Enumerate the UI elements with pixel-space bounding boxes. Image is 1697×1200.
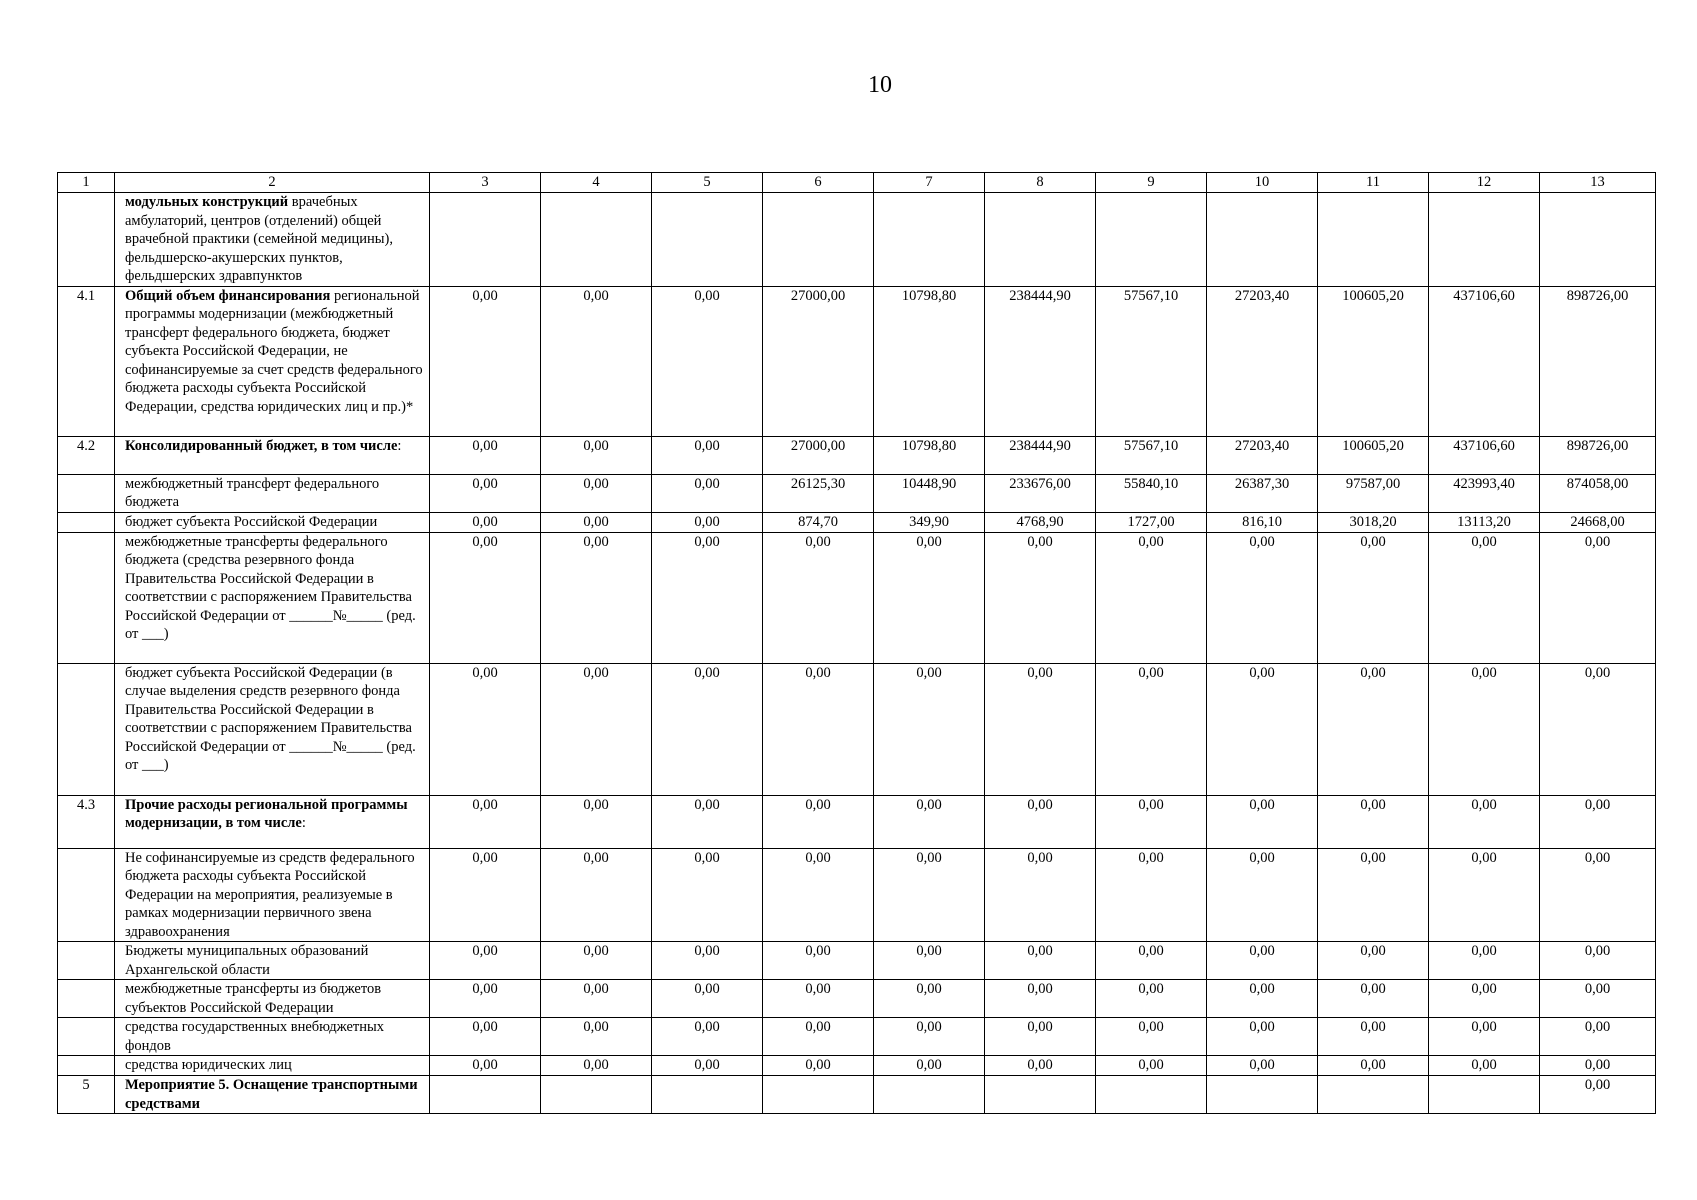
column-number-header: 7 [874, 173, 985, 193]
value-cell: 97587,00 [1318, 474, 1429, 512]
row-number-cell: 4.2 [58, 436, 115, 474]
row-number-cell [58, 942, 115, 980]
description-cell [115, 980, 430, 1018]
table-row [58, 193, 1656, 287]
value-cell [1429, 193, 1540, 287]
value-cell: 0,00 [763, 980, 874, 1018]
description-bold-text: Общий объем финансирования [125, 287, 331, 304]
value-cell: 0,00 [874, 942, 985, 980]
value-cell: 0,00 [985, 980, 1096, 1018]
column-number-header: 5 [652, 173, 763, 193]
value-cell: 24668,00 [1540, 512, 1656, 532]
row-number-cell: 4.3 [58, 795, 115, 848]
value-cell: 0,00 [1207, 663, 1318, 795]
table-row [58, 474, 1656, 512]
description-text: Не софинансируемые из средств федерального бюджета расходы субъекта Российской Федерации на мероприятия, реализуемые в рамках модернизации первичного звена здравоохранения [125, 849, 415, 940]
value-cell: 238444,90 [985, 286, 1096, 436]
value-cell: 0,00 [985, 942, 1096, 980]
value-cell: 0,00 [1318, 1018, 1429, 1056]
value-cell: 0,00 [1096, 1056, 1207, 1076]
value-cell: 0,00 [1096, 848, 1207, 942]
value-cell: 0,00 [1540, 1076, 1656, 1114]
value-cell: 10448,90 [874, 474, 985, 512]
value-cell: 0,00 [652, 512, 763, 532]
value-cell: 0,00 [652, 795, 763, 848]
value-cell: 0,00 [1207, 532, 1318, 663]
value-cell [541, 193, 652, 287]
description-cell [115, 1018, 430, 1056]
value-cell: 0,00 [1429, 980, 1540, 1018]
column-number-header: 4 [541, 173, 652, 193]
value-cell: 816,10 [1207, 512, 1318, 532]
value-cell: 0,00 [541, 1056, 652, 1076]
value-cell: 55840,10 [1096, 474, 1207, 512]
description-text: межбюджетные трансферты из бюджетов субъектов Российской Федерации [125, 981, 382, 1016]
value-cell: 874,70 [763, 512, 874, 532]
value-cell [1318, 193, 1429, 287]
value-cell: 100605,20 [1318, 286, 1429, 436]
value-cell: 0,00 [541, 942, 652, 980]
row-number-cell [58, 848, 115, 942]
value-cell: 0,00 [652, 436, 763, 474]
value-cell: 0,00 [541, 1018, 652, 1056]
value-cell: 0,00 [1429, 1018, 1540, 1056]
column-number-header: 10 [1207, 173, 1318, 193]
table-row [58, 942, 1656, 980]
value-cell: 0,00 [985, 1056, 1096, 1076]
value-cell: 0,00 [541, 532, 652, 663]
row-number-cell [58, 1018, 115, 1056]
value-cell: 0,00 [1318, 848, 1429, 942]
value-cell: 0,00 [985, 1018, 1096, 1056]
value-cell: 57567,10 [1096, 436, 1207, 474]
value-cell: 0,00 [652, 286, 763, 436]
row-number-cell [58, 474, 115, 512]
page-number: 10 [868, 72, 892, 98]
value-cell: 100605,20 [1318, 436, 1429, 474]
description-bold-text: модульных конструкций [125, 194, 289, 210]
description-cell [115, 436, 430, 474]
value-cell [874, 193, 985, 287]
value-cell: 0,00 [1207, 980, 1318, 1018]
value-cell: 0,00 [430, 663, 541, 795]
description-text: межбюджетный трансферт федерального бюджета [125, 475, 380, 510]
value-cell: 0,00 [541, 512, 652, 532]
column-number-header-row [58, 173, 1656, 193]
value-cell: 0,00 [985, 848, 1096, 942]
value-cell: 0,00 [1540, 980, 1656, 1018]
value-cell: 0,00 [1318, 795, 1429, 848]
value-cell: 0,00 [541, 980, 652, 1018]
value-cell: 0,00 [652, 942, 763, 980]
value-cell: 0,00 [985, 532, 1096, 663]
value-cell: 0,00 [985, 795, 1096, 848]
value-cell: 0,00 [1096, 1018, 1207, 1056]
value-cell: 26387,30 [1207, 474, 1318, 512]
row-number-cell [58, 193, 115, 287]
column-number-header: 6 [763, 173, 874, 193]
value-cell: 0,00 [430, 848, 541, 942]
description-cell [115, 795, 430, 848]
column-number-header: 13 [1540, 173, 1656, 193]
value-cell: 0,00 [1318, 532, 1429, 663]
value-cell: 0,00 [430, 795, 541, 848]
value-cell: 4768,90 [985, 512, 1096, 532]
description-text: региональной программы модернизации (межбюджетный трансферт федерального бюджета, бюджет субъекта Российской Федерации, не софинансируемые за счет средств федерального бюджета расходы субъекта Российской Федерации, средства юридических лиц и пр.)* [125, 287, 423, 415]
column-number-header: 1 [58, 173, 115, 193]
value-cell: 0,00 [1540, 663, 1656, 795]
description-cell [115, 848, 430, 942]
column-number-header: 12 [1429, 173, 1540, 193]
value-cell [430, 193, 541, 287]
value-cell: 0,00 [430, 1018, 541, 1056]
value-cell [1207, 193, 1318, 287]
value-cell: 0,00 [1429, 663, 1540, 795]
value-cell: 0,00 [652, 1056, 763, 1076]
table-row [58, 848, 1656, 942]
table-row [58, 1056, 1656, 1076]
value-cell: 3018,20 [1318, 512, 1429, 532]
value-cell: 0,00 [1318, 1056, 1429, 1076]
row-number-cell [58, 1056, 115, 1076]
value-cell: 0,00 [541, 795, 652, 848]
row-number-cell: 5 [58, 1076, 115, 1114]
value-cell: 0,00 [1540, 1018, 1656, 1056]
value-cell: 0,00 [1207, 1018, 1318, 1056]
table-row [58, 532, 1656, 663]
description-cell [115, 532, 430, 663]
value-cell: 437106,60 [1429, 286, 1540, 436]
value-cell: 0,00 [1096, 942, 1207, 980]
value-cell: 423993,40 [1429, 474, 1540, 512]
value-cell [1318, 1076, 1429, 1114]
description-text: средства юридических лиц [125, 1057, 292, 1073]
value-cell: 0,00 [1540, 942, 1656, 980]
value-cell: 0,00 [763, 795, 874, 848]
value-cell: 233676,00 [985, 474, 1096, 512]
value-cell: 0,00 [430, 286, 541, 436]
description-bold-text: Консолидированный бюджет, в том числе [125, 437, 398, 454]
value-cell: 874058,00 [1540, 474, 1656, 512]
value-cell [1429, 1076, 1540, 1114]
value-cell: 0,00 [874, 663, 985, 795]
description-text: межбюджетные трансферты федерального бюджета (средства резервного фонда Правительства Российской Федерации в соответствии с распоряжением Правительства Российской Федерации от ______№_____ (ред. от ___) [125, 533, 416, 642]
value-cell: 898726,00 [1540, 286, 1656, 436]
value-cell [763, 193, 874, 287]
value-cell: 0,00 [430, 512, 541, 532]
value-cell: 27203,40 [1207, 436, 1318, 474]
value-cell [652, 1076, 763, 1114]
value-cell: 27000,00 [763, 436, 874, 474]
description-cell [115, 1056, 430, 1076]
value-cell: 0,00 [1540, 532, 1656, 663]
table-row [58, 1018, 1656, 1056]
value-cell: 349,90 [874, 512, 985, 532]
value-cell: 0,00 [1096, 980, 1207, 1018]
value-cell: 0,00 [1207, 795, 1318, 848]
value-cell [652, 193, 763, 287]
value-cell: 0,00 [652, 980, 763, 1018]
value-cell: 0,00 [430, 532, 541, 663]
value-cell: 0,00 [763, 532, 874, 663]
value-cell [985, 193, 1096, 287]
column-number-header: 8 [985, 173, 1096, 193]
value-cell: 238444,90 [985, 436, 1096, 474]
value-cell: 0,00 [541, 436, 652, 474]
value-cell: 0,00 [763, 1056, 874, 1076]
description-text: бюджет субъекта Российской Федерации (в случае выделения средств резервного фонда Правительства Российской Федерации в соответствии с распоряжением Правительства Российской Федерации от ______№_____ (ред. от ___) [125, 664, 416, 773]
value-cell: 0,00 [541, 848, 652, 942]
value-cell: 10798,80 [874, 286, 985, 436]
value-cell: 0,00 [1540, 1056, 1656, 1076]
value-cell [763, 1076, 874, 1114]
value-cell: 0,00 [874, 1056, 985, 1076]
table-row [58, 795, 1656, 848]
description-text: бюджет субъекта Российской Федерации [125, 513, 378, 530]
value-cell: 0,00 [1096, 795, 1207, 848]
row-number-cell [58, 532, 115, 663]
table-row [58, 512, 1656, 532]
table-row [58, 286, 1656, 436]
column-number-header: 3 [430, 173, 541, 193]
value-cell: 0,00 [1540, 848, 1656, 942]
value-cell [1207, 1076, 1318, 1114]
value-cell: 0,00 [1096, 663, 1207, 795]
value-cell: 0,00 [430, 980, 541, 1018]
value-cell: 0,00 [1096, 532, 1207, 663]
value-cell: 0,00 [874, 1018, 985, 1056]
value-cell: 27000,00 [763, 286, 874, 436]
value-cell: 0,00 [763, 663, 874, 795]
column-number-header: 2 [115, 173, 430, 193]
column-number-header: 9 [1096, 173, 1207, 193]
description-cell [115, 1076, 430, 1114]
value-cell: 0,00 [1207, 848, 1318, 942]
value-cell: 0,00 [652, 1018, 763, 1056]
row-number-cell: 4.1 [58, 286, 115, 436]
description-text: : [397, 437, 402, 454]
table-row [58, 1076, 1656, 1114]
description-bold-text: Прочие расходы региональной программы модернизации, в том числе [125, 796, 408, 831]
value-cell: 437106,60 [1429, 436, 1540, 474]
description-text: врачебных амбулаторий, центров (отделений) общей врачебной практики (семейной медицины), фельдшерско-акушерских пунктов, фельдшерских здравпунктов [125, 194, 393, 284]
value-cell: 0,00 [541, 474, 652, 512]
value-cell: 0,00 [1429, 848, 1540, 942]
value-cell [1096, 1076, 1207, 1114]
description-cell [115, 193, 430, 287]
description-bold-text: Мероприятие 5. Оснащение транспортными средствами [125, 1077, 418, 1112]
value-cell: 0,00 [430, 436, 541, 474]
value-cell: 0,00 [652, 474, 763, 512]
value-cell [541, 1076, 652, 1114]
value-cell: 0,00 [1318, 942, 1429, 980]
value-cell: 0,00 [1429, 532, 1540, 663]
value-cell: 0,00 [1540, 795, 1656, 848]
value-cell: 0,00 [652, 532, 763, 663]
financing-table [57, 172, 1656, 1114]
value-cell: 0,00 [874, 795, 985, 848]
row-number-cell [58, 980, 115, 1018]
value-cell: 1727,00 [1096, 512, 1207, 532]
value-cell: 0,00 [763, 1018, 874, 1056]
value-cell: 0,00 [763, 942, 874, 980]
value-cell: 0,00 [652, 663, 763, 795]
value-cell: 0,00 [763, 848, 874, 942]
value-cell: 0,00 [1318, 980, 1429, 1018]
value-cell: 0,00 [985, 663, 1096, 795]
table-row [58, 980, 1656, 1018]
description-text: Бюджеты муниципальных образований Архангельской области [125, 943, 369, 978]
value-cell: 0,00 [1207, 942, 1318, 980]
value-cell: 0,00 [430, 942, 541, 980]
value-cell: 0,00 [1207, 1056, 1318, 1076]
value-cell: 0,00 [430, 1056, 541, 1076]
description-cell [115, 942, 430, 980]
row-number-cell [58, 512, 115, 532]
value-cell: 0,00 [874, 532, 985, 663]
value-cell: 0,00 [652, 848, 763, 942]
value-cell: 26125,30 [763, 474, 874, 512]
value-cell: 0,00 [541, 286, 652, 436]
value-cell: 10798,80 [874, 436, 985, 474]
value-cell: 0,00 [874, 848, 985, 942]
value-cell: 898726,00 [1540, 436, 1656, 474]
value-cell [874, 1076, 985, 1114]
description-cell [115, 663, 430, 795]
column-number-header: 11 [1318, 173, 1429, 193]
value-cell: 0,00 [1318, 663, 1429, 795]
value-cell: 13113,20 [1429, 512, 1540, 532]
description-text: : [301, 815, 306, 831]
value-cell [1540, 193, 1656, 287]
value-cell: 0,00 [1429, 1056, 1540, 1076]
value-cell: 27203,40 [1207, 286, 1318, 436]
value-cell [430, 1076, 541, 1114]
row-number-cell [58, 663, 115, 795]
table-row [58, 663, 1656, 795]
description-text: средства государственных внебюджетных фондов [125, 1019, 384, 1054]
value-cell [985, 1076, 1096, 1114]
value-cell: 0,00 [1429, 942, 1540, 980]
table-row [58, 436, 1656, 474]
description-cell [115, 474, 430, 512]
value-cell [1096, 193, 1207, 287]
value-cell: 0,00 [430, 474, 541, 512]
description-cell [115, 286, 430, 436]
value-cell: 0,00 [541, 663, 652, 795]
value-cell: 57567,10 [1096, 286, 1207, 436]
value-cell: 0,00 [1429, 795, 1540, 848]
value-cell: 0,00 [874, 980, 985, 1018]
description-cell [115, 512, 430, 532]
